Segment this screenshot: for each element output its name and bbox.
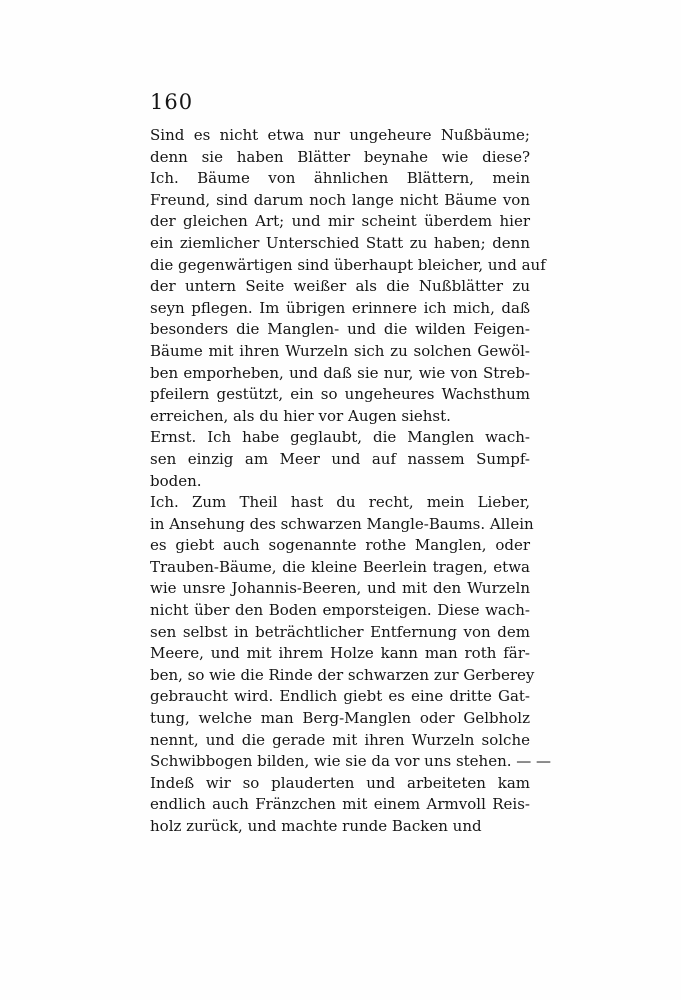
text-line: besonders die Manglen- und die wilden Feigen-: [150, 320, 530, 339]
page-number: 160: [150, 90, 194, 114]
text-line: Ich. Zum Theil hast du recht, mein Lieber,: [150, 493, 530, 512]
text-line: nicht über den Boden emporsteigen. Diese wach-: [150, 601, 530, 620]
text-line: pfeilern gestützt, ein so ungeheures Wachsthum: [150, 385, 530, 404]
text-line: wie unsre Johannis-Beeren, und mit den Wurzeln: [150, 579, 530, 598]
text-line: Schwibbogen bilden, wie sie da vor uns stehen. — —: [150, 752, 552, 771]
text-line: Meere, und mit ihrem Holze kann man roth fär-: [150, 644, 530, 663]
text-line: die gegenwärtigen sind überhaupt bleicher, und auf: [150, 255, 546, 274]
text-line: endlich auch Fränzchen mit einem Armvoll Reis-: [150, 795, 530, 814]
text-line: gebraucht wird. Endlich giebt es eine dritte Gat-: [150, 687, 530, 706]
text-line: seyn pflegen. Im übrigen erinnere ich mich, daß: [150, 298, 530, 317]
text-line: Trauben-Bäume, die kleine Beerlein tragen, etwa: [150, 557, 530, 576]
body-text: [150, 125, 552, 838]
text-line: tung, welche man Berg-Manglen oder Gelbholz: [150, 709, 530, 728]
text-line: der gleichen Art; und mir scheint überdem hier: [150, 212, 530, 231]
text-line: holz zurück, und machte runde Backen und: [150, 817, 482, 835]
text-line: Sind es nicht etwa nur ungeheure Nußbäume;: [150, 126, 530, 144]
text-line: es giebt auch sogenannte rothe Manglen, oder: [150, 536, 530, 555]
text-line: boden.: [150, 471, 202, 490]
text-line: sen einzig am Meer und auf nassem Sumpf-: [150, 449, 530, 468]
text-line: nennt, und die gerade mit ihren Wurzeln solche: [150, 730, 530, 749]
text-line: ben emporheben, und daß sie nur, wie von Streb-: [150, 363, 530, 382]
text-line: Freund, sind darum noch lange nicht Bäume von: [150, 190, 530, 209]
text-line: Bäume mit ihren Wurzeln sich zu solchen Gewöl-: [150, 341, 530, 360]
text-line: ein ziemlicher Unterschied Statt zu haben; denn: [150, 233, 530, 252]
text-line: in Ansehung des schwarzen Mangle-Baums. Allein: [150, 514, 534, 533]
text-line: sen selbst in beträchtlicher Entfernung von dem: [150, 622, 530, 641]
text-line: Ich. Bäume von ähnlichen Blättern, mein: [150, 169, 530, 188]
text-line: Ernst. Ich habe geglaubt, die Manglen wach-: [150, 428, 530, 447]
text-line: ben, so wie die Rinde der schwarzen zur Gerberey: [150, 665, 535, 684]
text-line: erreichen, als du hier vor Augen siehst.: [150, 406, 451, 425]
text-line: Indeß wir so plauderten und arbeiteten kam: [150, 773, 530, 792]
text-line: denn sie haben Blätter beynahe wie diese?: [150, 147, 530, 166]
text-line: der untern Seite weißer als die Nußblätter zu: [150, 277, 530, 296]
